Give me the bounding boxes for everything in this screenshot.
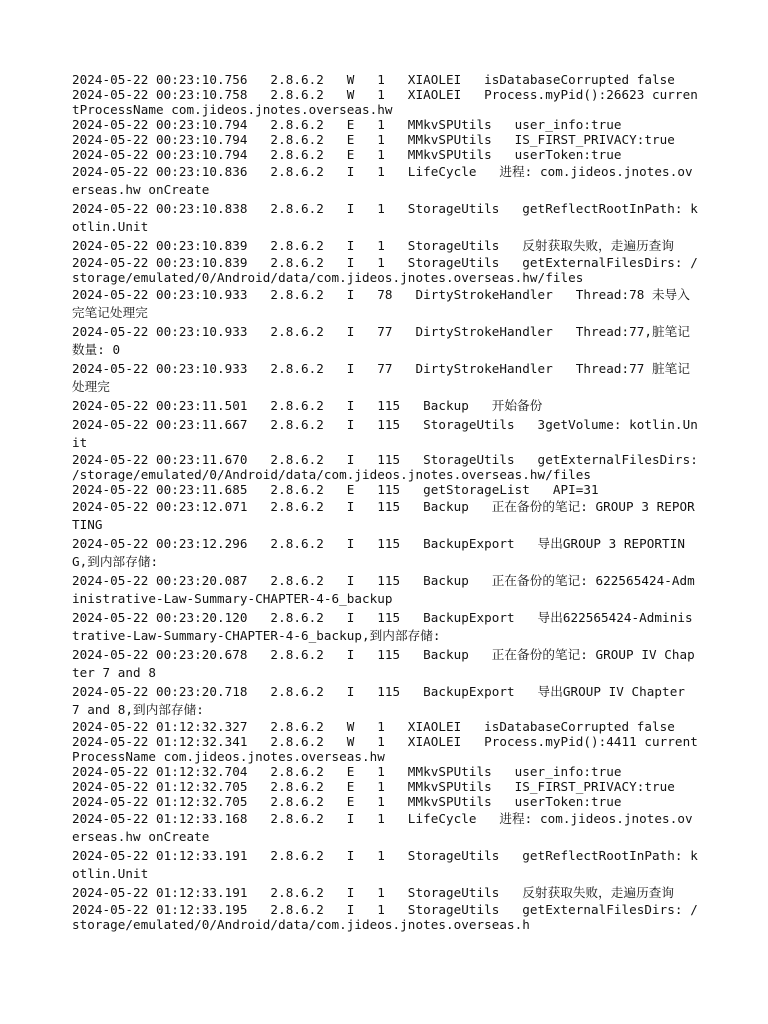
log-line: 2024-05-22 00:23:20.678 2.8.6.2 I 115 Backup 正在备份的笔记: GROUP IV Chapter 7 and 8 bbox=[72, 647, 695, 680]
log-line: 2024-05-22 00:23:11.667 2.8.6.2 I 115 StorageUtils 3getVolume: kotlin.Unit bbox=[72, 417, 698, 450]
log-line: 2024-05-22 01:12:33.191 2.8.6.2 I 1 StorageUtils 反射获取失败，走遍历查询 bbox=[72, 885, 675, 900]
log-line: 2024-05-22 00:23:10.933 2.8.6.2 I 77 DirtyStrokeHandler Thread:77 脏笔记处理完 bbox=[72, 361, 690, 394]
log-line: 2024-05-22 00:23:10.794 2.8.6.2 E 1 MMkvSPUtils userToken:true bbox=[72, 147, 622, 162]
log-line: 2024-05-22 00:23:20.087 2.8.6.2 I 115 Backup 正在备份的笔记: 622565424-Administrative-Law-Summary-CHAPTER-4-6_backup bbox=[72, 573, 695, 606]
log-line: 2024-05-22 00:23:20.718 2.8.6.2 I 115 BackupExport 导出GROUP IV Chapter 7 and 8,到内部存储: bbox=[72, 684, 693, 717]
log-line: 2024-05-22 00:23:11.670 2.8.6.2 I 115 StorageUtils getExternalFilesDirs: /storage/emulated/0/Android/data/com.jideos.jnotes.overseas.hw/files bbox=[72, 452, 706, 482]
log-line: 2024-05-22 00:23:10.933 2.8.6.2 I 77 DirtyStrokeHandler Thread:77,脏笔记数量: 0 bbox=[72, 324, 690, 357]
log-text-block bbox=[72, 72, 706, 932]
log-line: 2024-05-22 00:23:10.794 2.8.6.2 E 1 MMkvSPUtils IS_FIRST_PRIVACY:true bbox=[72, 132, 675, 147]
log-line: 2024-05-22 01:12:33.191 2.8.6.2 I 1 StorageUtils getReflectRootInPath: kotlin.Unit bbox=[72, 848, 698, 881]
log-line: 2024-05-22 00:23:10.933 2.8.6.2 I 78 DirtyStrokeHandler Thread:78 未导入完笔记处理完 bbox=[72, 287, 690, 320]
log-line: 2024-05-22 01:12:33.168 2.8.6.2 I 1 LifeCycle 进程: com.jideos.jnotes.overseas.hw onCreate bbox=[72, 811, 693, 844]
log-line: 2024-05-22 01:12:32.341 2.8.6.2 W 1 XIAOLEI Process.myPid():4411 currentProcessName com.jideos.jnotes.overseas.hw bbox=[72, 734, 698, 764]
log-line: 2024-05-22 00:23:10.758 2.8.6.2 W 1 XIAOLEI Process.myPid():26623 currentProcessName com.jideos.jnotes.overseas.hw bbox=[72, 87, 698, 117]
log-line: 2024-05-22 00:23:10.839 2.8.6.2 I 1 StorageUtils getExternalFilesDirs: /storage/emulated/0/Android/data/com.jideos.jnotes.overseas.hw/files bbox=[72, 255, 698, 285]
log-line: 2024-05-22 00:23:11.501 2.8.6.2 I 115 Backup 开始备份 bbox=[72, 398, 543, 413]
log-line: 2024-05-22 00:23:11.685 2.8.6.2 E 115 getStorageList API=31 bbox=[72, 482, 599, 497]
log-line: 2024-05-22 00:23:10.839 2.8.6.2 I 1 StorageUtils 反射获取失败，走遍历查询 bbox=[72, 238, 675, 253]
log-line: 2024-05-22 00:23:12.296 2.8.6.2 I 115 BackupExport 导出GROUP 3 REPORTING,到内部存储: bbox=[72, 536, 685, 569]
log-line: 2024-05-22 01:12:32.705 2.8.6.2 E 1 MMkvSPUtils userToken:true bbox=[72, 794, 622, 809]
log-line: 2024-05-22 00:23:12.071 2.8.6.2 I 115 Backup 正在备份的笔记: GROUP 3 REPORTING bbox=[72, 499, 695, 532]
log-line: 2024-05-22 00:23:10.756 2.8.6.2 W 1 XIAOLEI isDatabaseCorrupted false bbox=[72, 72, 675, 87]
log-line: 2024-05-22 01:12:32.705 2.8.6.2 E 1 MMkvSPUtils IS_FIRST_PRIVACY:true bbox=[72, 779, 675, 794]
log-line: 2024-05-22 01:12:32.704 2.8.6.2 E 1 MMkvSPUtils user_info:true bbox=[72, 764, 622, 779]
log-line: 2024-05-22 00:23:20.120 2.8.6.2 I 115 BackupExport 导出622565424-Administrative-Law-Summary-CHAPTER-4-6_backup,到内部存储: bbox=[72, 610, 693, 643]
log-line: 2024-05-22 00:23:10.794 2.8.6.2 E 1 MMkvSPUtils user_info:true bbox=[72, 117, 622, 132]
log-line: 2024-05-22 00:23:10.838 2.8.6.2 I 1 StorageUtils getReflectRootInPath: kotlin.Unit bbox=[72, 201, 698, 234]
log-line: 2024-05-22 00:23:10.836 2.8.6.2 I 1 LifeCycle 进程: com.jideos.jnotes.overseas.hw onCreate bbox=[72, 164, 693, 197]
log-line: 2024-05-22 01:12:32.327 2.8.6.2 W 1 XIAOLEI isDatabaseCorrupted false bbox=[72, 719, 675, 734]
log-line: 2024-05-22 01:12:33.195 2.8.6.2 I 1 StorageUtils getExternalFilesDirs: /storage/emulated/0/Android/data/com.jideos.jnotes.overseas.h bbox=[72, 902, 698, 932]
